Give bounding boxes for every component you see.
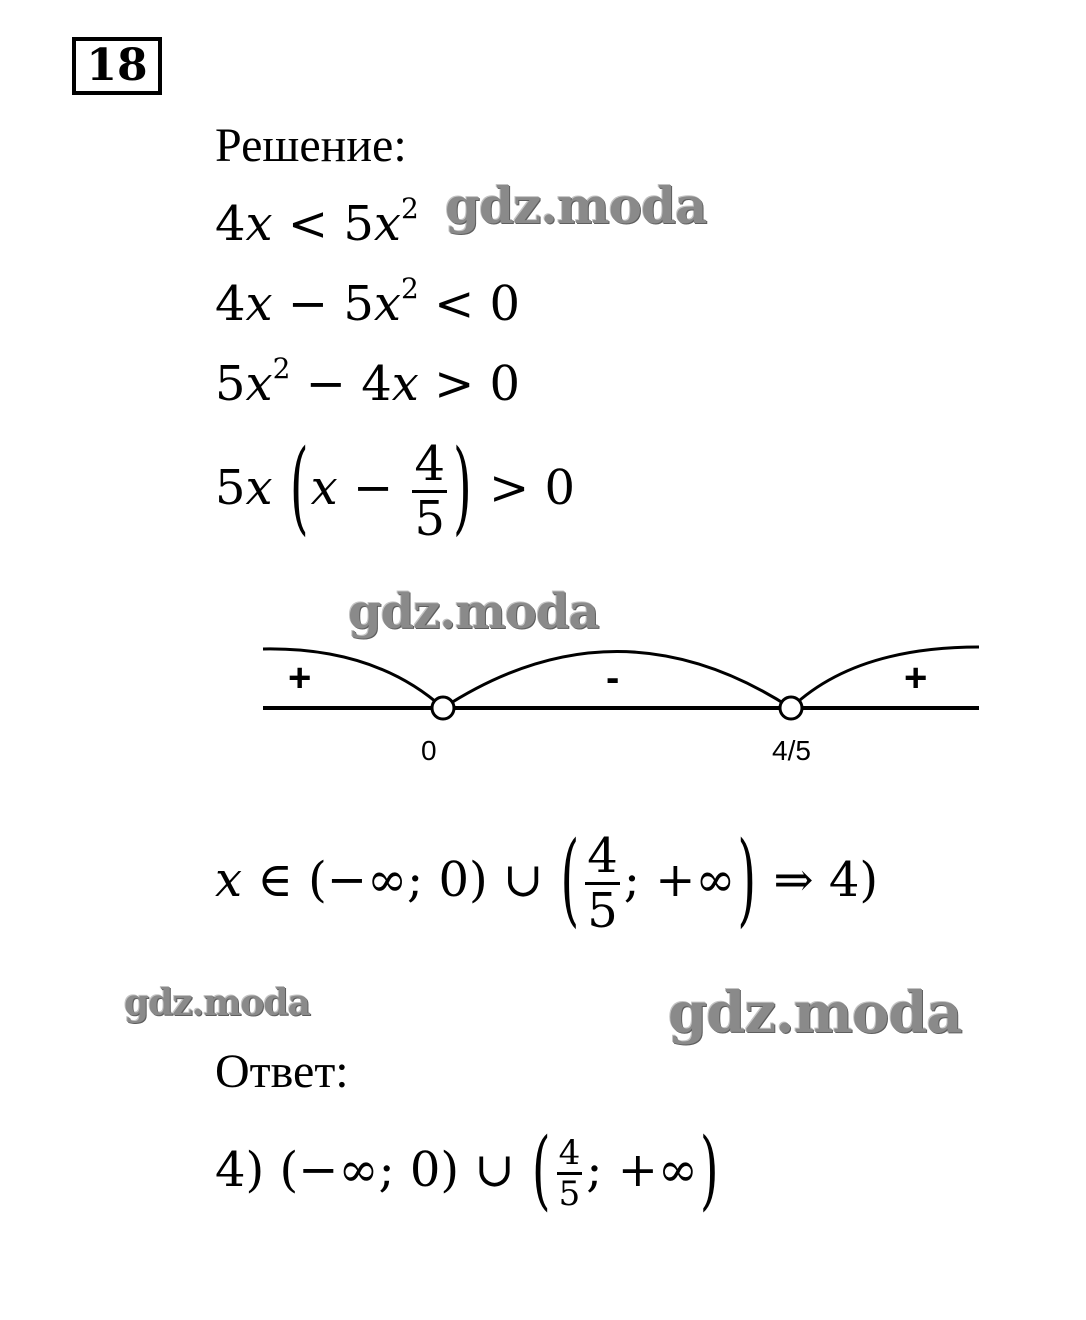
step-1-var: x	[245, 196, 273, 252]
curve-right	[791, 647, 979, 708]
sign-left: +	[288, 656, 312, 700]
step-1-op: < 5	[272, 196, 374, 252]
answer-numerator: 4	[558, 1133, 581, 1173]
step-2	[215, 272, 521, 332]
watermark-3: gdz.moda	[124, 982, 310, 1024]
problem-number: 18	[72, 37, 162, 95]
step-4-numerator: 4	[414, 436, 445, 492]
step-4	[215, 429, 575, 547]
interval-fraction	[585, 828, 620, 939]
step-4-var: x	[245, 460, 273, 516]
interval-part2: ; +∞	[623, 852, 736, 908]
point-label-0: 0	[421, 735, 437, 766]
step-4-coef: 5	[215, 460, 246, 516]
step-4-inner-var: x	[310, 460, 338, 516]
answer-left-paren: (	[531, 1119, 551, 1221]
point-4-5-open-circle	[780, 697, 802, 719]
interval-right-paren: )	[737, 821, 757, 939]
step-3-var2: x	[391, 356, 419, 412]
step-4-right-paren: )	[452, 429, 472, 547]
step-2-var: x	[245, 276, 273, 332]
interval-left-paren: (	[560, 821, 580, 939]
step-3-exponent: 2	[272, 352, 291, 385]
step-3-op: − 4	[290, 356, 392, 412]
point-label-4-5: 4/5	[772, 735, 811, 766]
interval-part1: ∈ (−∞; 0) ∪	[242, 852, 559, 908]
step-3	[215, 352, 521, 412]
interval-result	[215, 821, 879, 939]
answer-part1: 4) (−∞; 0) ∪	[215, 1142, 530, 1198]
step-2-rhs: < 0	[418, 276, 521, 332]
interval-tail: ⇒ 4)	[758, 852, 879, 908]
step-4-fraction	[412, 436, 447, 547]
step-3-var: x	[245, 356, 273, 412]
step-1-var2: x	[373, 196, 401, 252]
answer-denominator: 5	[558, 1174, 581, 1214]
step-4-denominator: 5	[414, 491, 445, 547]
answer-right-paren: )	[699, 1119, 719, 1221]
solution-heading: Решение:	[215, 119, 407, 172]
step-2-coef: 4	[215, 276, 246, 332]
step-1-exponent: 2	[400, 192, 419, 225]
step-3-coef: 5	[215, 356, 246, 412]
step-3-rhs: > 0	[418, 356, 521, 412]
step-2-exponent: 2	[400, 272, 419, 305]
step-2-op: − 5	[272, 276, 374, 332]
step-1-coef: 4	[215, 196, 246, 252]
interval-var: x	[215, 852, 243, 908]
sign-chart	[255, 635, 985, 775]
step-1	[215, 192, 419, 252]
answer-fraction	[557, 1133, 583, 1214]
answer-heading: Ответ:	[215, 1045, 349, 1098]
step-2-var2: x	[373, 276, 401, 332]
interval-numerator: 4	[587, 828, 618, 884]
step-4-left-paren: (	[289, 429, 309, 547]
step-4-rhs: > 0	[473, 460, 575, 516]
interval-denominator: 5	[587, 883, 618, 939]
watermark-4: gdz.moda	[668, 980, 962, 1046]
sign-right: +	[904, 656, 928, 700]
answer-value	[215, 1119, 721, 1221]
sign-middle: -	[606, 656, 620, 700]
point-0-open-circle	[432, 697, 454, 719]
step-4-minus: −	[337, 460, 409, 516]
answer-part2: ; +∞	[586, 1142, 698, 1198]
watermark-1: gdz.moda	[445, 176, 707, 235]
watermark-2: gdz.moda	[348, 584, 599, 640]
